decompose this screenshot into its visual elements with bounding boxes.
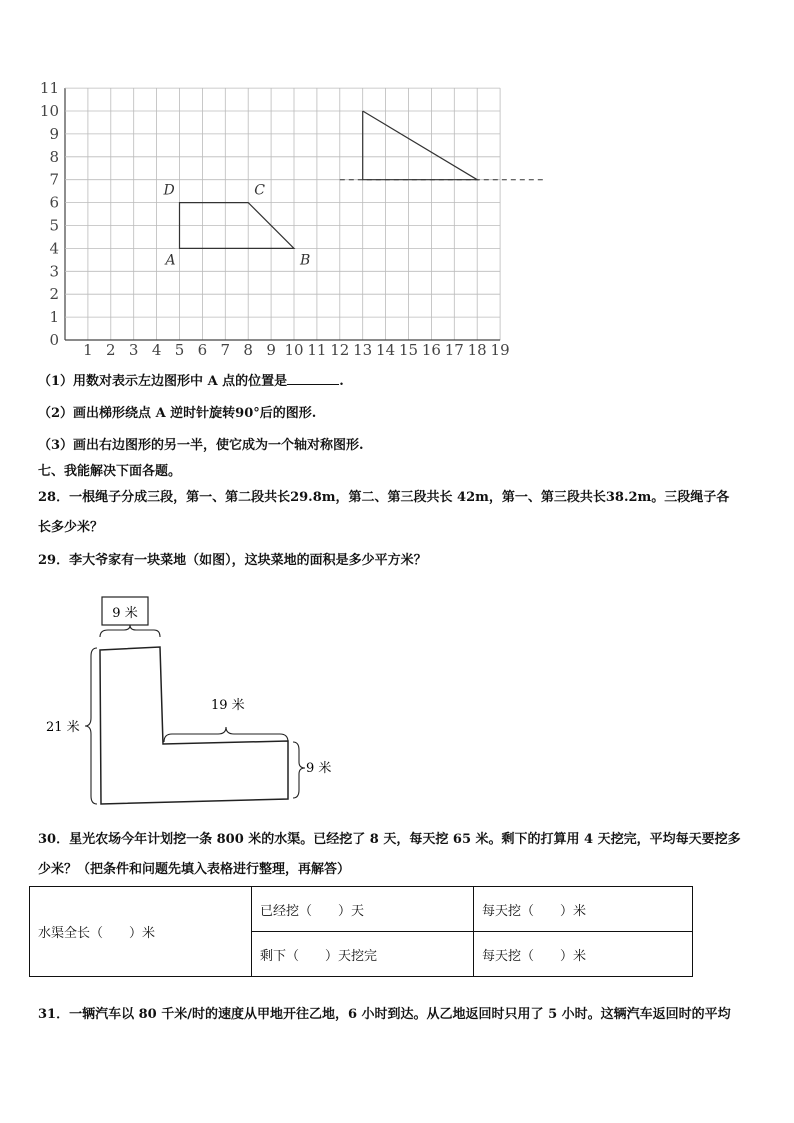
q27-sub3: （3）画出右边图形的另一半，使它成为一个轴对称图形. [38,438,364,453]
cell-dug-days[interactable]: 已经挖（ ）天 [252,887,474,932]
q27-sub2: （2）画出梯形绕点 A 逆时针旋转90°后的图形. [38,406,317,421]
x-tick-label: 12 [330,341,350,359]
y-tick-label: 9 [49,124,59,143]
y-tick-label: 4 [49,239,59,258]
top-brace [100,625,160,637]
q27-sub1 [38,372,344,392]
middle-brace [164,727,288,742]
x-tick-label: 1 [83,341,93,359]
x-tick-label: 10 [284,341,304,359]
cell-remain-days[interactable]: 剩下（ ）天挖完 [252,932,474,977]
label-left: 21 米 [46,720,80,735]
x-tick-label: 3 [128,341,139,359]
cell-dug-per-day[interactable]: 每天挖（ ）米 [474,887,693,932]
q28-line2: 长多少米？ [38,520,104,535]
l-shape-outline [100,647,288,804]
answer-blank[interactable] [287,372,339,385]
vertex-label-d: D [163,182,175,199]
y-tick-label: 11 [39,79,59,98]
x-tick-label: 5 [174,341,185,359]
q29-text: 29．李大爷家有一块菜地（如图），这块菜地的面积是多少平方米？ [38,553,427,568]
grid-lines [65,88,500,340]
y-tick-label: 3 [49,262,59,281]
y-tick-label: 7 [49,170,59,189]
label-mid: 19 米 [211,698,245,713]
q30-line2: 少米？（把条件和问题先填入表格进行整理，再解答） [38,862,351,877]
left-brace [85,648,97,804]
cell-remain-per-day[interactable]: 每天挖（ ）米 [474,932,693,977]
x-tick-label: 14 [376,341,396,359]
vertex-label-c: C [254,182,265,199]
y-tick-label: 5 [49,216,59,235]
x-tick-label: 4 [151,341,162,359]
right-brace [293,742,305,798]
x-tick-label: 18 [467,341,487,359]
l-shape-diagram [0,590,400,820]
label-top: 9 米 [112,606,138,621]
x-tick-label: 16 [421,341,441,359]
x-tick-label: 8 [243,341,253,359]
x-tick-label: 17 [444,341,464,359]
q28-line1: 28．一根绳子分成三段，第一、第二段共长29.8m，第二、第三段共长 42m，第一、第三段共长38.2m。三段绳子各 [38,490,730,505]
y-tick-label: 8 [49,147,59,166]
q27-sub1-end: . [339,374,344,389]
y-tick-label: 10 [39,102,59,120]
x-tick-label: 9 [266,341,276,359]
q30-line1: 30．星光农场今年计划挖一条 800 米的水渠。已经挖了 8 天，每天挖 65 米。剩下的打算用 4 天挖完，平均每天要挖多 [38,832,741,847]
coordinate-grid [0,70,794,365]
x-tick-label: 2 [106,341,116,359]
y-tick-label: 6 [49,193,59,212]
q27-sub1-text: （1）用数对表示左边图形中 A 点的位置是 [38,374,288,389]
x-tick-label: 15 [398,341,419,359]
y-tick-label: 2 [49,285,59,304]
label-right: 9 米 [306,761,332,776]
vertex-label-a: A [165,252,176,269]
vertex-label-b: B [300,252,311,269]
x-tick-label: 19 [490,341,510,359]
y-tick-label: 0 [49,331,59,349]
y-tick-label: 1 [49,308,59,327]
cell-total[interactable]: 水渠全长（ ）米 [30,887,252,977]
x-tick-label: 6 [197,341,208,359]
section-heading: 七、我能解决下面各题。 [38,464,182,479]
x-tick-label: 7 [220,341,231,359]
x-tick-label: 13 [353,341,373,359]
q31-line1: 31．一辆汽车以 80 千米/时的速度从甲地开往乙地，6 小时到达。从乙地返回时只用了 5 小时。这辆汽车返回时的平均 [38,1007,731,1022]
x-tick-label: 11 [307,341,327,359]
half-triangle [363,111,478,180]
q30-table [29,886,693,977]
